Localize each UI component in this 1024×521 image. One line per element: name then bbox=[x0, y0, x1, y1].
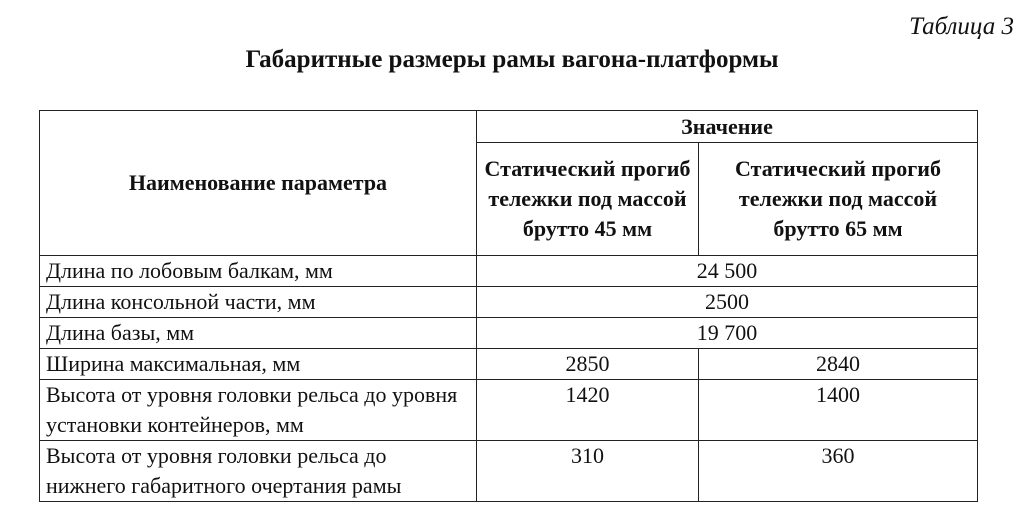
value-cell: 2500 bbox=[477, 287, 978, 318]
value-cell: 24 500 bbox=[477, 256, 978, 287]
param-cell: Ширина максимальная, мм bbox=[40, 349, 477, 380]
table-number: Таблица 3 bbox=[909, 13, 1014, 40]
table-row bbox=[40, 349, 978, 380]
table-header-row bbox=[40, 111, 978, 143]
table-row bbox=[40, 441, 978, 502]
param-cell: Высота от уровня головки рельса до нижнего габаритного очертания рамы bbox=[40, 441, 477, 502]
table-row bbox=[40, 380, 978, 441]
table-row bbox=[40, 256, 978, 287]
value-cell: 19 700 bbox=[477, 318, 978, 349]
table-row bbox=[40, 287, 978, 318]
table-title: Габаритные размеры рамы вагона-платформы bbox=[245, 46, 779, 73]
param-name-header: Наименование параметра bbox=[40, 111, 477, 256]
table-row bbox=[40, 318, 978, 349]
value-45mm-header: Статический прогиб тележки под массой брутто 45 мм bbox=[477, 143, 699, 256]
value-65mm-cell: 360 bbox=[699, 441, 978, 502]
value-45mm-cell: 2850 bbox=[477, 349, 699, 380]
param-cell: Длина консольной части, мм bbox=[40, 287, 477, 318]
param-cell: Высота от уровня головки рельса до уровня установки контейнеров, мм bbox=[40, 380, 477, 441]
value-65mm-cell: 2840 bbox=[699, 349, 978, 380]
dimensions-table bbox=[39, 110, 978, 502]
value-group-header: Значение bbox=[477, 111, 978, 143]
value-65mm-cell: 1400 bbox=[699, 380, 978, 441]
value-45mm-cell: 310 bbox=[477, 441, 699, 502]
value-45mm-cell: 1420 bbox=[477, 380, 699, 441]
param-cell: Длина по лобовым балкам, мм bbox=[40, 256, 477, 287]
value-65mm-header: Статический прогиб тележки под массой брутто 65 мм bbox=[699, 143, 978, 256]
param-cell: Длина базы, мм bbox=[40, 318, 477, 349]
